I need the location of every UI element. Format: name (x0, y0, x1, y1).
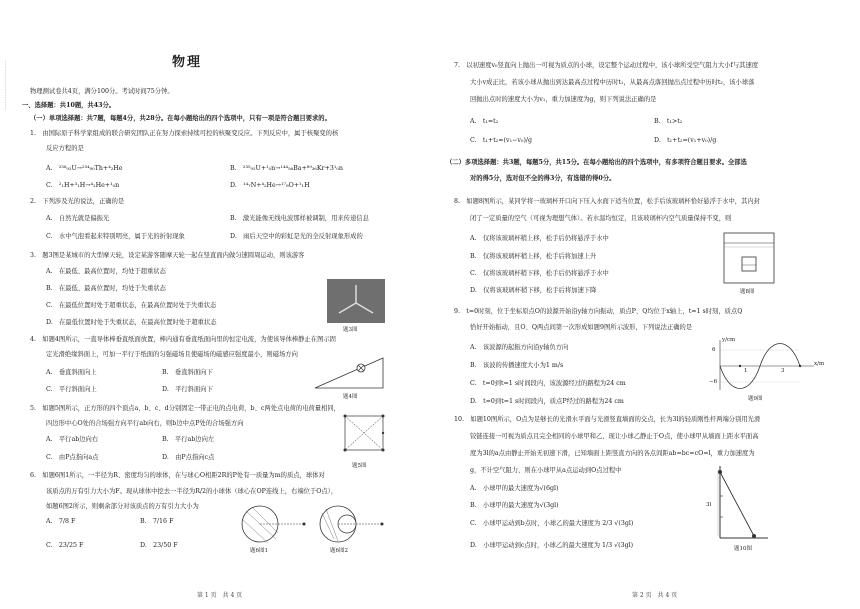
fig10-caption: 题10图 (734, 546, 752, 552)
q9-option-a: A. 该波源的起振方向沿y轴负方向 (470, 344, 569, 351)
ferris-wheel-icon (327, 279, 385, 323)
q6-option-a: A. 7/8 F (46, 518, 76, 525)
wave-y-label: y/cm (722, 337, 736, 343)
q10-option-b: B. 小球甲的最大速度为√(3gl) (470, 502, 559, 509)
q7-option-c: C. t₁+t₂=(v₁−v₀)/g (470, 137, 533, 144)
fig8-caption: 题8图 (740, 289, 755, 295)
q1-option-c: C. ²₁H+³₁H→⁴₂He+¹₀n (46, 182, 120, 189)
q4-option-a: A. 垂直斜面向上 (46, 369, 97, 376)
rod-wall-diagram (710, 462, 770, 542)
q9-stem: 9. t=0时刻，位于坐标原点O的波源开始沿y轴方向振动，质点P、Q均位于x轴上，t=1 s时刻，质点Q (454, 308, 743, 315)
wave-tick-3: 3 (781, 368, 785, 374)
q2-option-a: A. 自然光就是偏振光 (46, 215, 110, 222)
q6-stem: 该质点的万有引力大小为F。现从球体中挖去一半径为R/2的小球体（球心在OP连线上，右端位于O点）， (46, 488, 338, 495)
section-heading: 一、选择题：共10题，共43分。 (22, 102, 116, 109)
q1-stem: 1. 由国际原子科学家组成的联合研究团队正在努力探索持续可控的核聚变反应。下列反应中，属于核聚变的核 (30, 130, 339, 137)
fig3-caption: 题3图 (343, 327, 358, 333)
q10-stem: 10. 如题10图所示，O点为足够长的光滑水平面与光滑竖直墙面的交点，长为3l的轻质刚性杆两端分别用光滑 (454, 416, 761, 423)
beaker-diagram (720, 229, 778, 285)
wave-diagram (708, 336, 818, 392)
q9-option-b: B. 该波的传播速度大小为1 m/s (470, 362, 564, 369)
q1-option-a: A. ²³⁸₉₂U→²³⁴₉₀Th+⁴₂He (46, 165, 123, 172)
q5-option-d: D. 由P点指向c点 (162, 454, 215, 461)
subsection-heading: （一）单项选择题：共7题，每题4分，共28分。在每小题给出的四个选项中，只有一项是符合题目要求的。 (30, 115, 331, 122)
q8-option-d: D. 仅将该玻璃杯稍下移，松手后将加速下降 (470, 287, 597, 294)
q5-stem: 四边形中心O处的合场强方向平行ab向右，则b边中点P处的合场强方向 (46, 420, 244, 427)
fig6-1-caption: 题6图1 (250, 548, 268, 554)
q7-stem: 大小v成正比，若该小球从抛出到达最高点过程中历时t₁，从最高点落回抛出点过程中历时t₂，该小球落 (470, 79, 755, 86)
q2-stem: 2. 下列涉及光的说法，正确的是 (30, 198, 125, 205)
q1-option-d: D. ¹⁴₇N+⁴₂He→¹⁷₈O+¹₁H (230, 182, 310, 189)
page-footer-left: 第 1 页 共 4 页 (197, 592, 243, 599)
q5-option-c: C. 由P点指向a点 (46, 454, 99, 461)
sphere-diagram-1 (240, 503, 310, 545)
q3-option-b: B. 在最低、最高位置时，均处于失重状态 (46, 285, 166, 292)
q4-stem: 定光滑绝缘斜面上，可加一平行于纸面的匀强磁场且使磁场的磁感应强度最小，则磁场方向 (46, 351, 298, 358)
q6-stem: 6. 如题6图1所示，一半径为R、密度均匀的球体，在与球心O相距2R的P处有一质量为m的质点，球体对 (30, 472, 325, 479)
q10-stem: g，不计空气阻力，则在小球甲从a点运动到O点过程中 (470, 467, 622, 474)
q4-option-c: C. 平行斜面向上 (46, 386, 97, 393)
q10-stem: 铰链连接一可视为质点且完全相同的小球甲和乙，现让小球乙静止于O点，使小球甲从墙面上距水平面高 (470, 433, 759, 440)
q7-option-a: A. t₁=t₂ (470, 118, 499, 125)
q5-option-a: A. 平行ab边向右 (46, 436, 99, 443)
q2-option-b: B. 激光能像无线电波那样被调制，用来传递信息 (230, 215, 369, 222)
fig9-caption: 题9图 (748, 396, 763, 402)
q5-option-b: B. 平行ab边向左 (162, 436, 215, 443)
fig10-length-label: 3l (706, 502, 712, 508)
page-title: 物理 (172, 55, 203, 70)
q9-stem: 恰好开始振动，且O、Q两点间第一次形成如题9图所示波形，下列说法正确的是 (470, 324, 693, 331)
q8-option-c: C. 仅将该玻璃杯稍下移，松手后仍将悬浮于水中 (470, 270, 609, 277)
wave-neg-amp-label: −6 (709, 379, 718, 385)
q3-option-c: C. 在最低位置时处于超重状态，在最高位置时处于失重状态 (46, 302, 217, 309)
q10-option-c: C. 小球甲运动到b点时，小球乙的最大速度为 2/3 √(3gl) (470, 520, 634, 527)
wave-amp-label: 6 (712, 347, 716, 353)
q6-option-b: B. 7/16 F (140, 518, 174, 525)
q1-option-b: B. ²³⁵₉₂U+¹₀n→¹⁴⁴₅₆Ba+⁸⁹₃₆Kr+3¹₀n (230, 165, 343, 172)
q10-option-a: A. 小球甲的最大速度为√(6gl) (470, 485, 559, 492)
q1-stem: 反应方程的是 (46, 145, 84, 152)
fig6-2-caption: 题6图2 (330, 548, 348, 554)
q4-option-b: B. 垂直斜面向下 (162, 369, 213, 376)
q7-stem: 回抛出点时的速度大小为v₁，重力加速度为g，则下列说法正确的是 (470, 96, 657, 103)
fig4-caption: 题4图 (343, 394, 358, 400)
q8-stem: 闭了一定质量的空气（可视为理想气体）。若水温均恒定，且该玻璃杯内空气质量保持不变，则 (470, 215, 732, 222)
square-charges-diagram (337, 410, 395, 460)
subsection-heading: （二）多项选择题：共3题，每题5分，共15分。在每小题给出的四个选项中，有多项符合题目要求。全部选 (446, 159, 747, 166)
subsection-heading: 对的得5分，选对但不全的得3分，有选错的得0分。 (470, 175, 616, 182)
q4-stem: 4. 如题4图所示，一直导体棒垂直纸面放置，棒内通有垂直纸面向里的恒定电流，为使该导体棒静止在图示固 (30, 336, 336, 343)
q7-stem: 7. 以初速度v₀竖直向上抛出一可视为质点的小球，设定整个运动过程中，该小球所受空气阻力大小f与其速度 (454, 62, 759, 69)
q6-option-c: C. 23/25 F (46, 542, 84, 549)
q8-option-a: A. 仅将该玻璃杯稍上移，松手后仍将悬浮于水中 (470, 235, 609, 242)
q7-option-d: D. t₁+t₂=(v₁+v₀)/g (654, 137, 717, 144)
ferris-wheel-photo (327, 279, 385, 323)
q3-option-a: A. 在最低、最高位置时，均处于超重状态 (46, 268, 166, 275)
binding-margin: ………………………… (3, 60, 9, 110)
q3-stem: 3. 题3图是某城市的大型摩天轮，设定某游客随摩天轮一起在竖直面内做匀速圆周运动，则该游客 (30, 252, 305, 259)
q7-option-b: B. t₁>t₂ (654, 118, 683, 125)
q10-option-d: D. 小球甲运动到c点时，小球乙的最大速度为 1/3 √(3gl) (470, 542, 634, 549)
wave-tick-1: 1 (744, 368, 748, 374)
q8-option-b: B. 仅将该玻璃杯稍上移，松手后将加速上升 (470, 253, 597, 260)
q5-stem: 5. 如题5图所示，正方形的四个顶点a、b、c、d分别固定一带正电的点电荷，b、c两处点电荷的电荷量相同， (30, 405, 340, 412)
fig5-caption: 题5图 (352, 463, 367, 469)
incline-diagram (313, 352, 385, 392)
q6-stem: 如题6图2所示，则剩余部分对该质点的万有引力大小为 (46, 503, 199, 510)
q4-option-d: D. 平行斜面向下 (162, 386, 213, 393)
q2-option-c: C. 水中气泡看起来特别明亮，属于光的折射现象 (46, 233, 185, 240)
sphere-diagram-2 (318, 503, 388, 545)
q8-stem: 8. 如题8图所示，某同学将一玻璃杯开口向下压入水面下适当位置，松手后该玻璃杯恰好悬浮于水中，其内封 (454, 198, 760, 205)
q2-option-d: D. 雨后天空中的彩虹是光的全反射现象形成的 (230, 233, 363, 240)
intro-text: 物理测试卷共4页，满分100分。考试时间75分钟。 (30, 88, 174, 95)
q3-option-d: D. 在最低位置时处于失重状态，在最高位置时处于超重状态 (46, 319, 217, 326)
wave-x-label: x/m (814, 361, 825, 367)
q10-stem: 度为3l的a点由静止开始无初速下滑，已知墙面上距竖直方向的各点间距ab=bc=cO=l，重力加速度为 (470, 450, 755, 457)
q6-option-d: D. 23/50 F (140, 542, 178, 549)
page-footer-right: 第 2 页 共 4 页 (632, 592, 678, 599)
q9-option-c: C. t=0到t=1 s时间段内，该波源经过的路程为24 cm (470, 380, 626, 387)
q9-option-d: D. t=0到t=1 s时间段内，质点P经过的路程为24 cm (470, 398, 624, 405)
